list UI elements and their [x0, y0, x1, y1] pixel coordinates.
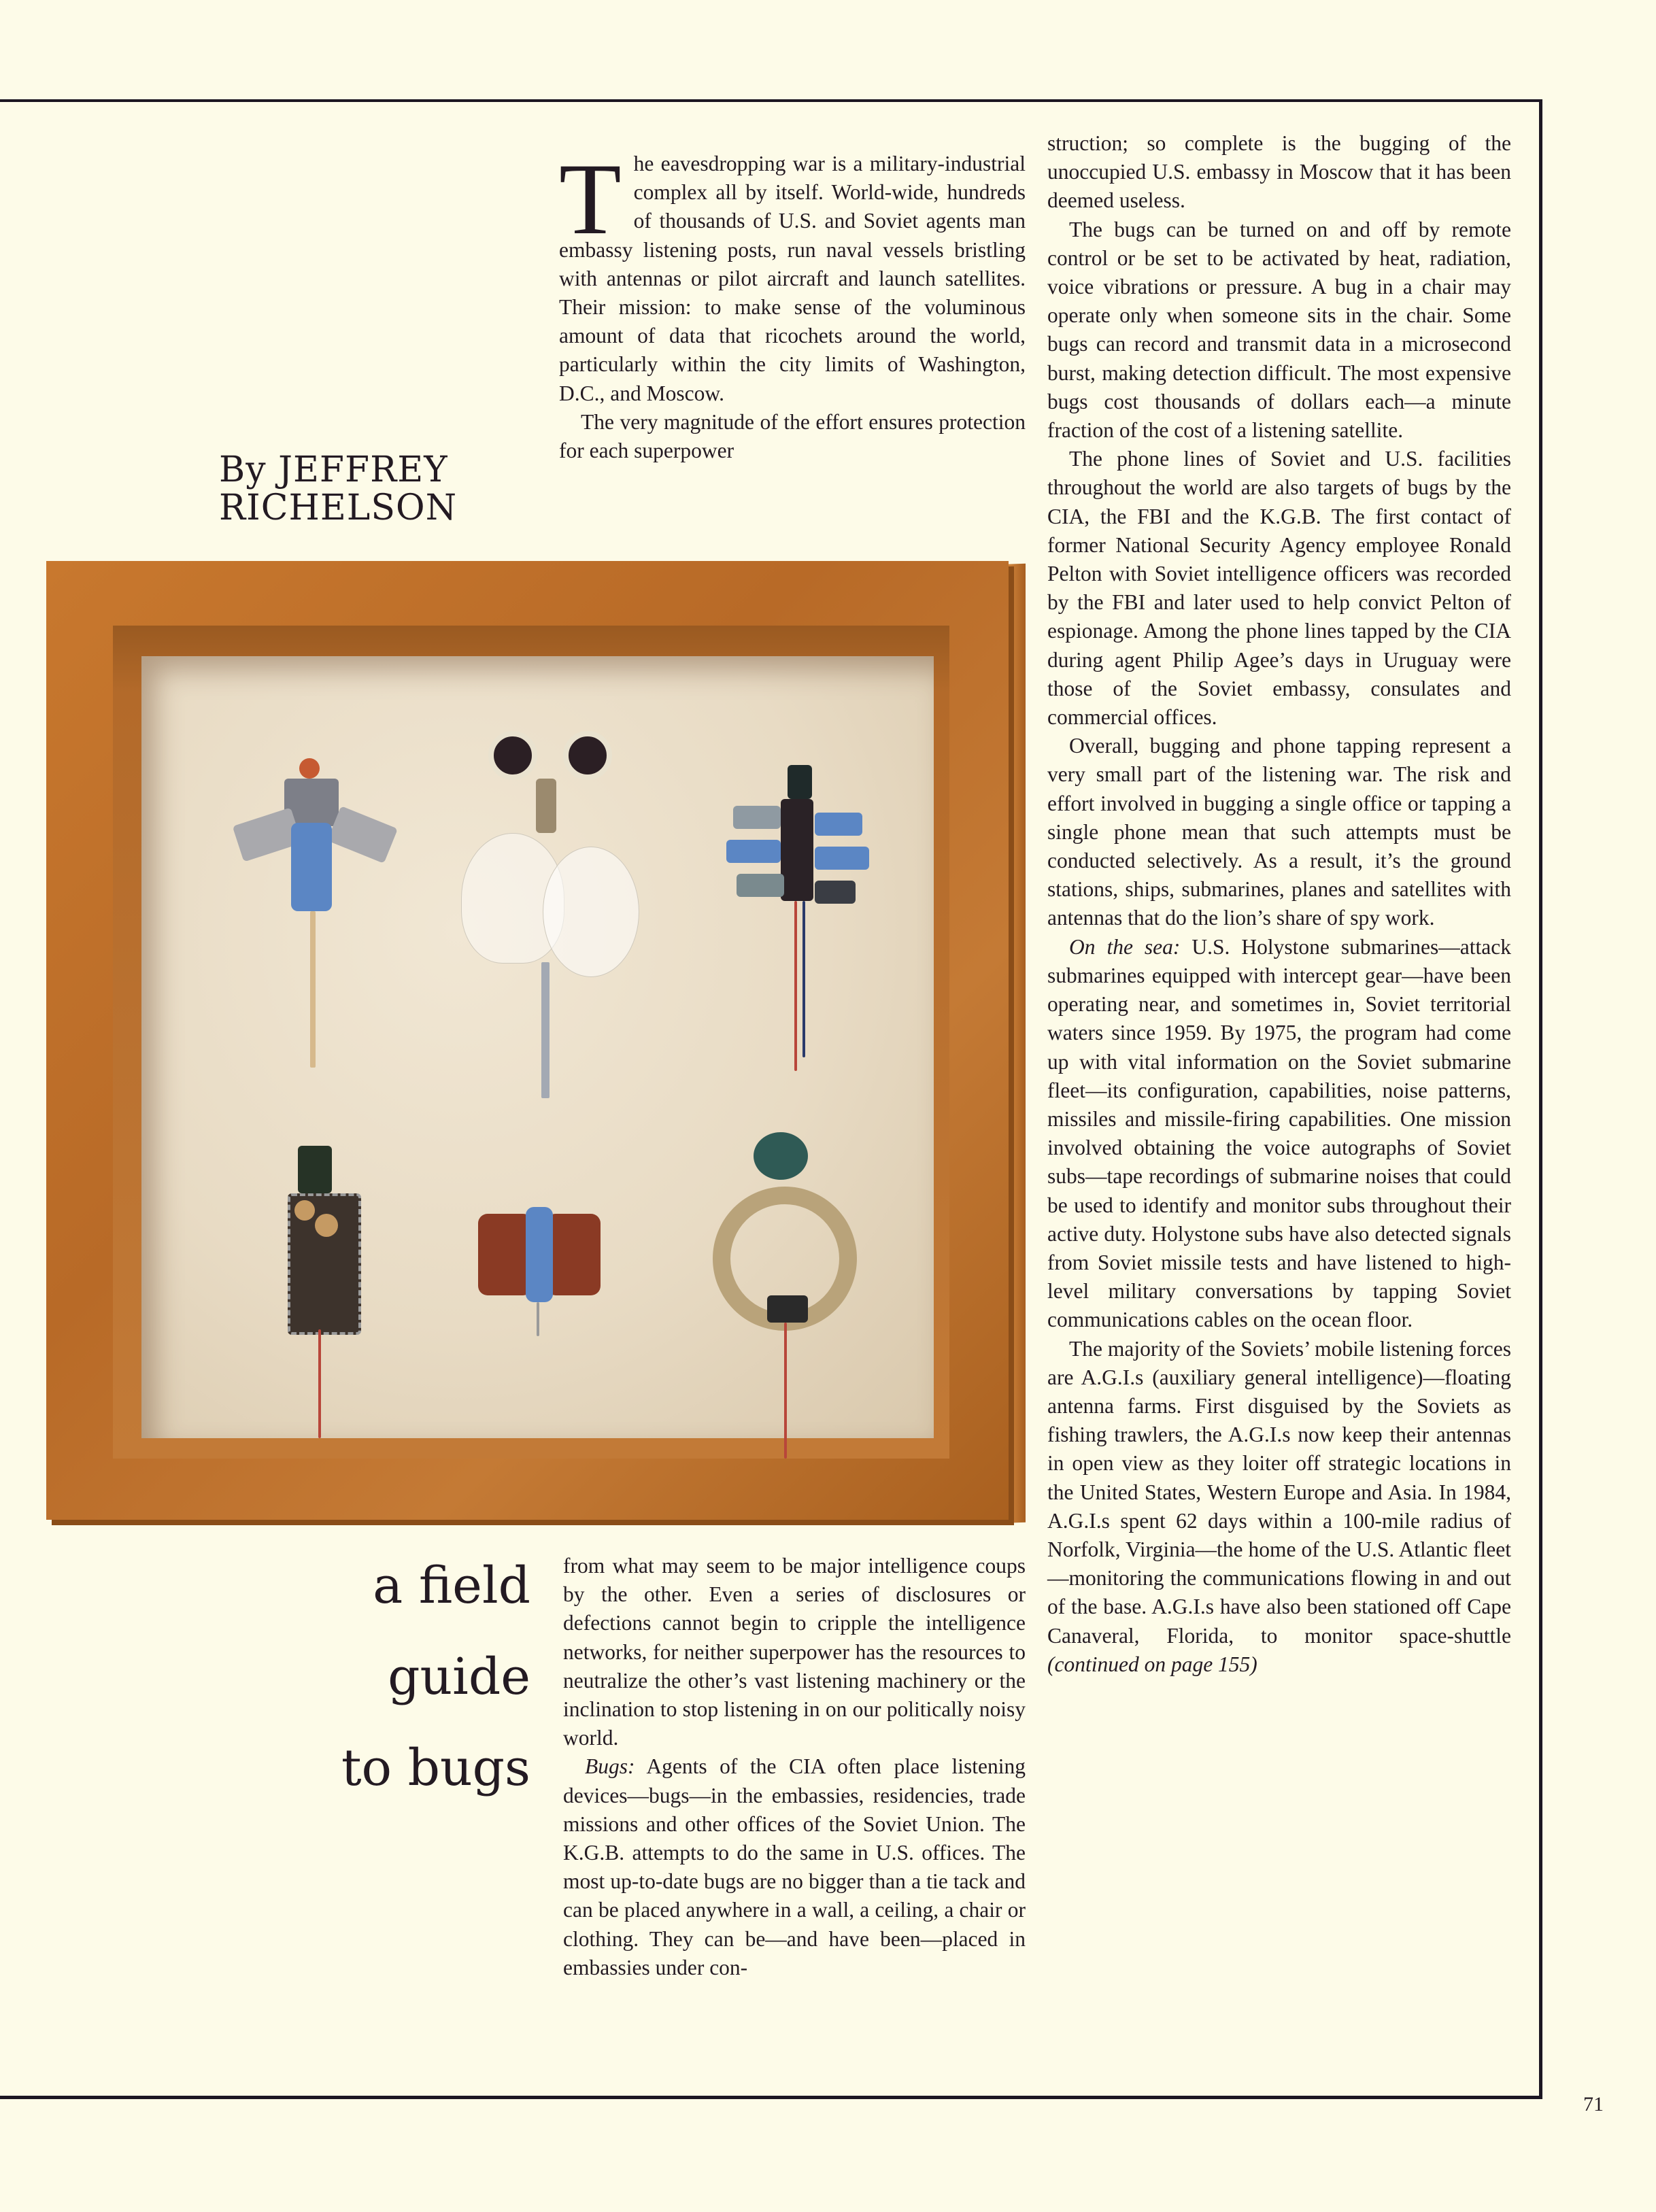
byline-line-2: RICHELSON [219, 488, 458, 528]
top-rule [0, 99, 1542, 102]
paragraph: The phone lines of Soviet and U.S. facilities throughout the world are also targets of bugs by the CIA, the FBI and the K.G.B. The first contact of former National Security Agency employee Ronald Pelton with Soviet intelligence officers was recorded by the FBI and later used to help convict Pelton of espionage. Among the phone lines tapped by the CIA during agent Philip Agee’s days in Uruguay were those of the Soviet embassy, consulates and commercial offices. [1047, 447, 1511, 730]
shadow-box-photo [46, 561, 1024, 1528]
column-2-bottom [563, 1552, 1026, 1982]
headline-line-1: a field [373, 1556, 530, 1615]
article-headline [258, 1540, 530, 1814]
paragraph-intro [559, 143, 1026, 408]
bottom-rule [0, 2096, 1542, 2099]
display-backing [141, 656, 934, 1438]
byline [219, 451, 532, 527]
continued-link[interactable]: (continued on page 155) [1047, 1652, 1257, 1676]
paragraph-bugs: Bugs: Agents of the CIA often place listening devices—bugs—in the embassies, residencies, trade missions and other offices of the Soviet Union. The K.G.B. attempts to do the same in U.S. offices. The most up-to-date bugs are no bigger than a tie tack and can be placed anywhere in a wall, a ceiling, a chair or clothing. They can be—and have been—placed in embassies under con- [563, 1754, 1026, 1979]
bug-device-2 [461, 731, 652, 1112]
paragraph: The very magnitude of the effort ensures protection for each superpower [559, 409, 1026, 463]
intro-text: he eavesdropping war is a military-industrial complex all by itself. World-wide, hundreds of thousands of U.S. and Soviet agents man embassy listening posts, run naval vessels bristling with antennas or pilot aircraft and launch satellites. Their mission: to make sense of the voluminous amount of data that ricochets around the world, particularly within the city limits of Washington, D.C., and Moscow. [559, 152, 1026, 405]
column-2-top [559, 143, 1026, 465]
bug-device-1 [237, 758, 407, 1078]
drop-cap: T [559, 143, 622, 256]
paragraph: from what may seem to be major intelligence coups by the other. Even a series of disclosures or defections cannot begin to cripple the intelligence networks, for neither superpower has the resources to neutralize the other’s vast listening machinery or the inclination to stop listening in on our politically noisy world. [563, 1554, 1026, 1750]
paragraph: The bugs can be turned on and off by remote control or be set to be activated by heat, radiation, voice vibrations or pressure. A bug in a chair may operate only when someone sits in the chair. Some bugs can record and transmit data in a microsecond burst, making detection difficult. The most expensive bugs cost thousands of dollars each—a minute fraction of the cost of a listening satellite. [1047, 217, 1511, 443]
paragraph: struction; so complete is the bugging of the unoccupied U.S. embassy in Moscow that it has been deemed useless. [1047, 131, 1511, 213]
bug-device-6 [713, 1132, 856, 1472]
byline-line-1: By JEFFREY [219, 449, 448, 490]
paragraph: Overall, bugging and phone tapping represent a very small part of the listening war. The risk and effort involved in bugging a single office or tapping a single phone mean that such attempts must be conducted selectively. As a result, it’s the ground stations, ships, submarines, planes and satellites with antennas that do the lion’s share of spy work. [1047, 734, 1511, 930]
headline-line-2: guide [388, 1648, 530, 1706]
section-label-bugs: Bugs: [585, 1754, 635, 1779]
paragraph-on-the-sea: On the sea: U.S. Holystone submarines—attack submarines equipped with intercept gear—have been operating near, and sometimes in, Soviet territorial waters since 1959. By 1975, the program had come up with vital information on the Soviet submarine fleet—its configuration, capabilities, noise patterns, missiles and missile-firing capabilities. One mission involved obtaining the voice autographs of Soviet subs—tape recordings of submarine noises that could be used to identify and monitor subs throughout their active duty. Holystone subs have also detected signals from Soviet missile tests and have listened to high-level military conversations by tapping Soviet communications cables on the ocean floor. [1047, 934, 1511, 1332]
bug-device-5 [478, 1187, 601, 1343]
page-number: 71 [1583, 2093, 1604, 2115]
headline-line-3: to bugs [341, 1739, 530, 1797]
bug-device-3 [726, 765, 876, 1078]
bug-device-4 [274, 1146, 369, 1438]
right-rule [1539, 99, 1542, 2099]
paragraph: The majority of the Soviets’ mobile listening forces are A.G.I.s (auxiliary general intelligence)—floating antenna farms. First disguised by the Soviets as fishing trawlers, the A.G.I.s now keep their antennas in open view as they loiter off strategic locations in the United States, Western Europe and Asia. In 1984, A.G.I.s spent 62 days within a 100-mile radius of Norfolk, Virginia—the home of the U.S. Atlantic fleet—monitoring the communications flowing in and out of the base. A.G.I.s have also been stationed off Cape Canaveral, Florida, to monitor space-shuttle (continued on page 155) [1047, 1336, 1511, 1676]
column-3 [1047, 129, 1511, 1679]
section-label-on-the-sea: On the sea: [1069, 934, 1181, 959]
